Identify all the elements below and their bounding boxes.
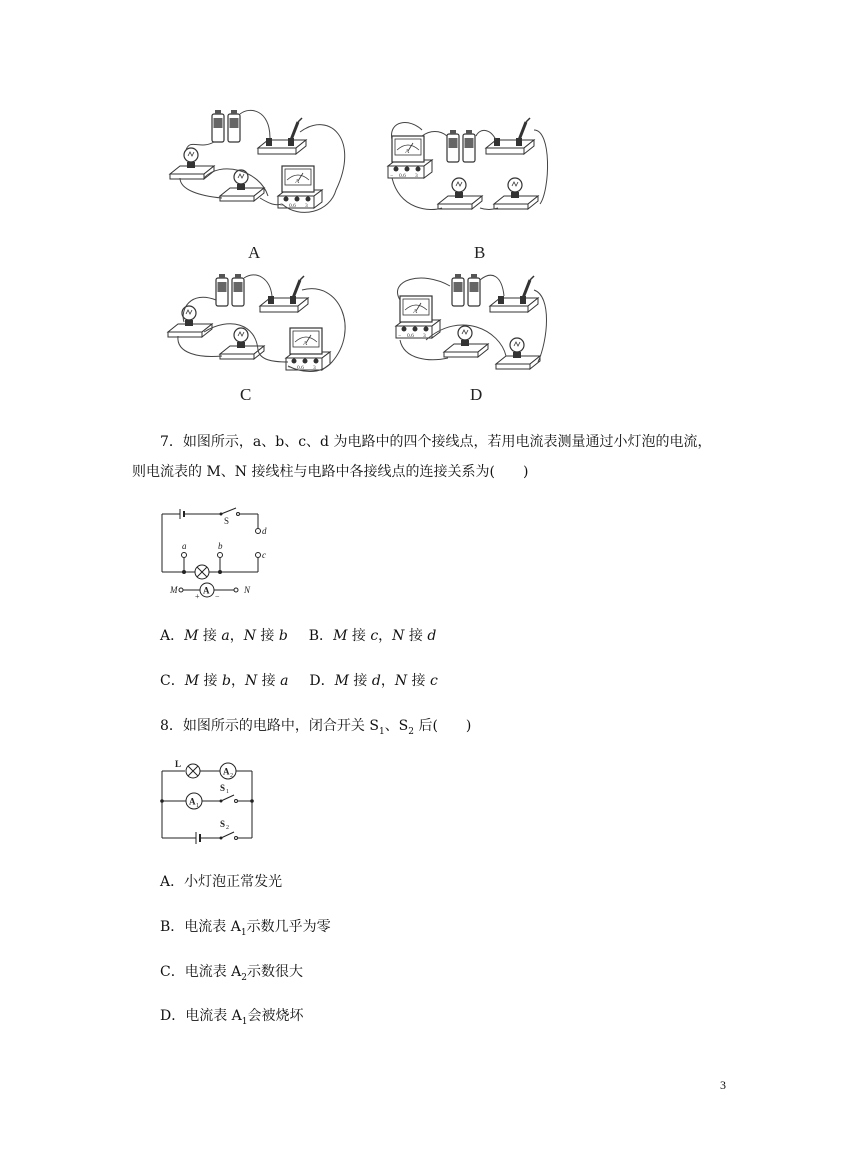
q7-terminal-m: M	[170, 585, 178, 595]
option-key: B．	[308, 628, 334, 644]
q8-a1-label: A	[189, 796, 196, 807]
q8-a2-label: A	[223, 766, 230, 777]
option-point: c	[370, 628, 379, 644]
option-key: A．	[160, 874, 185, 890]
option-text: 电流表 A	[185, 1008, 242, 1024]
figure-label-c: C	[240, 385, 252, 404]
option-text: 小灯泡正常发光	[184, 874, 283, 890]
figure-label-b: B	[474, 243, 486, 262]
option-text: 示数很大	[247, 964, 304, 980]
option-point: b	[278, 628, 288, 644]
option-key: C．	[160, 673, 185, 689]
page-number: 3	[720, 1078, 726, 1092]
q7-switch-label: S	[224, 516, 230, 526]
option-key: B．	[160, 919, 185, 935]
q8-option-d[interactable]	[160, 1006, 304, 1032]
q8-s2-label: S	[220, 819, 226, 829]
option-sep: ，	[229, 628, 244, 644]
q7-point-a: a	[182, 541, 187, 551]
option-text: 接	[199, 673, 222, 689]
option-m: M	[184, 673, 200, 689]
q7-terminal-n: N	[244, 585, 251, 595]
option-sep: ，	[378, 628, 393, 644]
option-sub: 1	[241, 1016, 248, 1027]
circuit-diagram-q8	[160, 756, 260, 848]
q8-s1-label: S	[220, 783, 226, 793]
option-text: 示数几乎为零	[246, 919, 331, 935]
q7-option-b[interactable]	[309, 628, 437, 644]
option-key: D．	[160, 1008, 186, 1024]
option-m: M	[333, 628, 348, 644]
option-text: 接	[407, 673, 430, 689]
circuit-figure-q6: A − 0.6 3 A B C D	[160, 100, 560, 410]
option-point: b	[221, 673, 231, 689]
option-key: A．	[160, 628, 185, 644]
wiring-diagram-b	[388, 118, 548, 210]
q8-s2-sub: 2	[226, 825, 229, 831]
option-n: N	[243, 628, 256, 644]
option-point: d	[371, 673, 381, 689]
option-n: N	[392, 628, 405, 644]
option-text: 接	[198, 628, 222, 644]
option-key: C．	[160, 964, 185, 980]
option-text: 电流表 A	[184, 964, 242, 980]
figure-label-a: A	[248, 243, 261, 262]
option-sub: 2	[241, 972, 248, 983]
q7-option-d[interactable]	[309, 673, 437, 689]
q7-point-d: d	[262, 526, 267, 536]
option-text: 接	[404, 628, 428, 644]
q7-ammeter-label: A	[203, 585, 210, 596]
q7-option-a[interactable]	[160, 628, 292, 644]
q7-option-c[interactable]	[160, 673, 293, 689]
q8-option-b[interactable]	[160, 917, 331, 943]
circuit-diagram-q7	[160, 500, 280, 602]
option-text: 接	[255, 628, 279, 644]
figure-label-d: D	[470, 385, 483, 404]
q7-point-c: c	[262, 550, 266, 560]
q7-options-row-2	[160, 671, 438, 691]
option-point: a	[280, 673, 289, 689]
q8-stem	[160, 716, 471, 742]
q7-minus-sign: −	[215, 592, 220, 601]
option-point: c	[429, 673, 438, 689]
q7-options-row-1	[160, 626, 436, 646]
option-text: 接	[257, 673, 281, 689]
option-m: M	[184, 628, 199, 644]
option-text: 接	[348, 673, 372, 689]
wiring-diagram-c	[168, 274, 345, 372]
q8-stem-sub: 2	[408, 726, 415, 737]
q7-plus-sign: +	[195, 592, 200, 601]
q8-s1-sub: 1	[226, 789, 229, 795]
q8-a1-sub: 1	[196, 803, 199, 809]
q8-lamp-label: L	[175, 759, 182, 769]
option-text: 接	[347, 628, 371, 644]
option-point: d	[427, 628, 437, 644]
q8-option-c[interactable]	[160, 962, 303, 988]
option-n: N	[394, 673, 408, 689]
option-text: 会被烧坏	[247, 1008, 304, 1024]
q8-stem-text: 、S	[384, 718, 409, 734]
wiring-diagram-d	[396, 274, 547, 369]
option-sep: ，	[380, 673, 395, 689]
option-m: M	[334, 673, 349, 689]
q8-stem-text: 后( )	[414, 718, 472, 734]
q8-option-a[interactable]	[160, 872, 282, 892]
option-n: N	[244, 673, 258, 689]
q7-point-b: b	[218, 541, 223, 551]
wiring-diagram-a	[170, 110, 345, 212]
q8-stem-text: 8．如图所示的电路中，闭合开关 S	[160, 718, 379, 734]
option-sub: 1	[240, 927, 247, 938]
q7-stem-line1: 7．如图所示，a、b、c、d 为电路中的四个接线点，若用电流表测量通过小灯泡的电流，	[160, 434, 712, 450]
q8-stem-sub: 1	[378, 726, 385, 737]
q8-a2-sub: 2	[230, 773, 233, 779]
option-text: 电流表 A	[184, 919, 241, 935]
option-sep: ，	[230, 673, 245, 689]
q7-stem-line2: 则电流表的 M、N 接线柱与电路中各接线点的连接关系为( )	[132, 464, 529, 480]
option-key: D．	[309, 673, 335, 689]
option-point: a	[221, 628, 230, 644]
